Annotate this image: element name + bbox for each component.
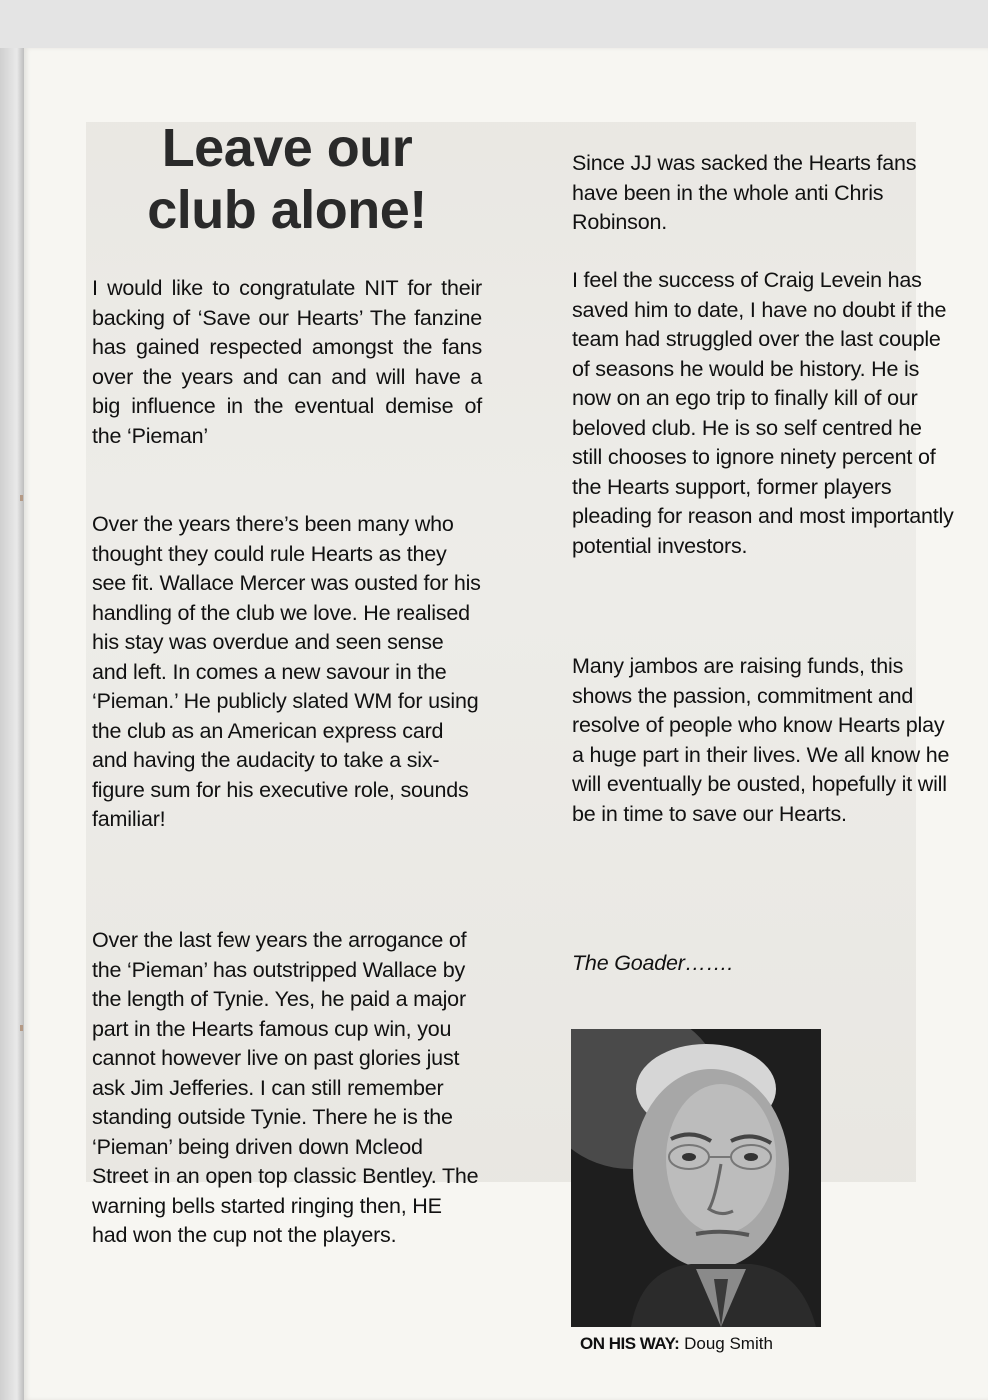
left-paragraph-1: I would like to congratulate NIT for their backing of ‘Save our Hearts’ The fanzine has gained respected amongst the fans over the years and can and will have a big influence in the eventual demise of the ‘Pieman’ — [92, 276, 482, 448]
left-paragraph-3: Over the last few years the arrogance of the ‘Pieman’ has outstripped Wallace by the length of Tynie. Yes, he paid a major part in the Hearts famous cup win, you cannot however live on past glories just ask Jim Jefferies. I can still remember standing outside Tynie. There he is the ‘Pieman’ being driven down Mcleod Street in an open top classic Bentley. The warning bells started ringing then, HE had won the cup not the players. — [92, 928, 479, 1247]
title-line-1: Leave our — [161, 118, 413, 178]
margin-mark — [20, 495, 23, 501]
author-signature: The Goader……. — [572, 951, 734, 975]
margin-mark — [20, 1025, 23, 1031]
caption-name: Doug Smith — [679, 1334, 773, 1353]
title-line-2: club alone! — [147, 180, 427, 240]
right-paragraph-3: Many jambos are raising funds, this shows the passion, commitment and resolve of people who know Hearts play a huge part in their lives. We all know he will eventually be ousted, hopefully it will be in time to save our Hearts. — [572, 654, 950, 826]
page-spine — [0, 48, 24, 1400]
caption-lead: ON HIS WAY: — [580, 1334, 680, 1353]
right-paragraph-1: Since JJ was sacked the Hearts fans have been in the whole anti Chris Robinson. — [572, 151, 917, 234]
photo-caption — [580, 1333, 840, 1355]
right-paragraph-2: I feel the success of Craig Levein has saved him to date, I have no doubt if the team had struggled over the last couple of seasons he would be history. He is now on an ego trip to finally kill of our beloved club. He is so self centred he still chooses to ignore ninety percent of the Hearts support, former players pleading for reason and most importantly potential investors. — [572, 268, 954, 558]
article-title — [92, 117, 482, 241]
scanner-background — [0, 0, 988, 48]
portrait-photo-icon — [571, 1029, 821, 1327]
left-paragraph-2: Over the years there’s been many who thought they could rule Hearts as they see fit. Wallace Mercer was ousted for his handling of the club we love. He realised his stay was overdue and seen sense and left. In comes a new savour in the ‘Pieman.’ He publicly slated WM for using the club as an American express card and having the audacity to take a six-figure sum for his executive role, sounds familiar! — [92, 512, 481, 831]
